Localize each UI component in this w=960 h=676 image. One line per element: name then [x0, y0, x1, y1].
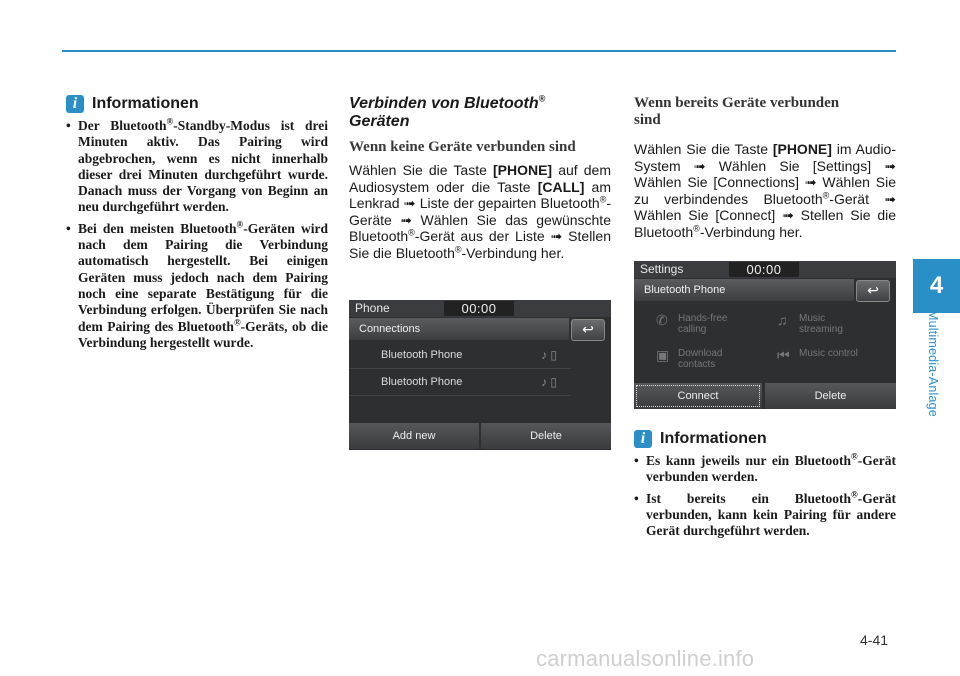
add-new-button[interactable]: Add new	[349, 423, 479, 449]
info-list	[634, 453, 896, 539]
screen-status-bar	[349, 300, 611, 317]
screen-title: Settings	[640, 262, 684, 276]
device-row[interactable]: Bluetooth Phone ♪ ▯	[349, 369, 571, 396]
chapter-tab[interactable]	[913, 259, 960, 313]
settings-bluetooth-screen	[634, 261, 896, 409]
delete-button[interactable]: Delete	[481, 423, 611, 449]
hands-free-option[interactable]: ✆ Hands-free calling	[656, 312, 728, 335]
delete-button[interactable]: Delete	[765, 383, 896, 409]
connections-bar: Connections	[349, 318, 569, 340]
info-title: Informationen	[92, 95, 199, 112]
column-right	[634, 95, 896, 241]
back-button[interactable]: ↩	[856, 280, 890, 302]
column-left	[66, 95, 328, 356]
music-phone-icon: ♪ ▯	[541, 348, 557, 362]
instruction-paragraph: Wählen Sie die Taste [PHONE] auf dem Audiosystem oder die Taste [CALL] am Lenkrad ➟ Liste der gepairten Bluetooth®-Geräte ➟ Wählen Sie das gewünschte Bluetooth®-Gerät aus der Liste ➟ Stellen Sie die Bluetooth®-Verbindung her.	[349, 162, 611, 261]
screen-title: Phone	[355, 301, 390, 315]
info-heading	[66, 95, 328, 113]
music-control-option[interactable]: ⏮ Music control	[777, 347, 858, 363]
info-heading	[634, 430, 896, 448]
list-item: • Ist bereits ein Bluetooth®-Gerät verbunden, kann kein Pairing für andere Gerät durchgeführt werden.	[634, 491, 896, 540]
contacts-icon: ▣	[656, 347, 670, 363]
info-title: Informationen	[660, 430, 767, 447]
info-icon: i	[66, 95, 84, 113]
phone-icon: ✆	[656, 312, 668, 328]
list-item: • Es kann jeweils nur ein Bluetooth®-Gerät verbunden werden.	[634, 453, 896, 486]
info-icon: i	[634, 430, 652, 448]
chapter-label: Multimedia-Anlage	[926, 310, 940, 417]
download-contacts-option[interactable]: ▣ Download contacts	[656, 347, 723, 370]
top-rule	[62, 50, 896, 52]
bluetooth-phone-bar: Bluetooth Phone	[634, 279, 854, 301]
column-middle	[349, 95, 611, 262]
list-item: • Der Bluetooth®-Standby-Modus ist drei Minuten aktiv. Das Pairing wird abgebrochen, wenn es nicht innerhalb dieser drei Minuten durchgeführt wurde. Danach muss der Vorgang von Beginn an neu durchgeführt werden.	[66, 118, 328, 216]
chapter-number: 4	[929, 272, 944, 299]
info-list	[66, 118, 328, 351]
music-streaming-option[interactable]: ♫ Music streaming	[777, 312, 843, 335]
phone-connections-screen	[349, 300, 611, 450]
page-number: 4-41	[860, 632, 889, 648]
back-button[interactable]: ↩	[571, 319, 605, 341]
subheading: Wenn keine Geräte verbunden sind	[349, 139, 576, 155]
section-heading: Wenn bereits Geräte verbunden sind	[634, 95, 840, 128]
music-phone-icon: ♪ ▯	[541, 375, 557, 389]
section-heading: Verbinden von Bluetooth® Geräten	[349, 93, 546, 130]
info-block-right	[634, 430, 896, 544]
device-row[interactable]: Bluetooth Phone ♪ ▯	[349, 342, 571, 369]
instruction-paragraph: Wählen Sie die Taste [PHONE] im Audio-System ➟ Wählen Sie [Settings] ➟ Wählen Sie [Connections] ➟ Wählen Sie zu verbindendes Bluetooth®-Gerät ➟ Wählen Sie [Connect] ➟ Stellen Sie die Bluetooth®-Verbindung her.	[634, 141, 897, 240]
skip-icon: ⏮	[777, 347, 790, 363]
screen-clock: 00:00	[444, 301, 514, 316]
connect-button[interactable]: Connect	[634, 383, 762, 409]
watermark: carmanualsonline.info	[536, 646, 755, 671]
music-icon: ♫	[777, 312, 788, 328]
screen-status-bar	[634, 261, 896, 278]
screen-clock: 00:00	[729, 262, 799, 277]
list-item: • Bei den meisten Bluetooth®-Geräten wird nach dem Pairing die Verbindung automatisch hergestellt. Bei einigen Geräten muss jedoch nach dem Pairing noch eine separate Bestätigung für die Verbindung erfolgen. Überprüfen Sie nach dem Pairing des Bluetooth®-Geräts, ob die Verbindung hergestellt wurde.	[66, 221, 328, 351]
